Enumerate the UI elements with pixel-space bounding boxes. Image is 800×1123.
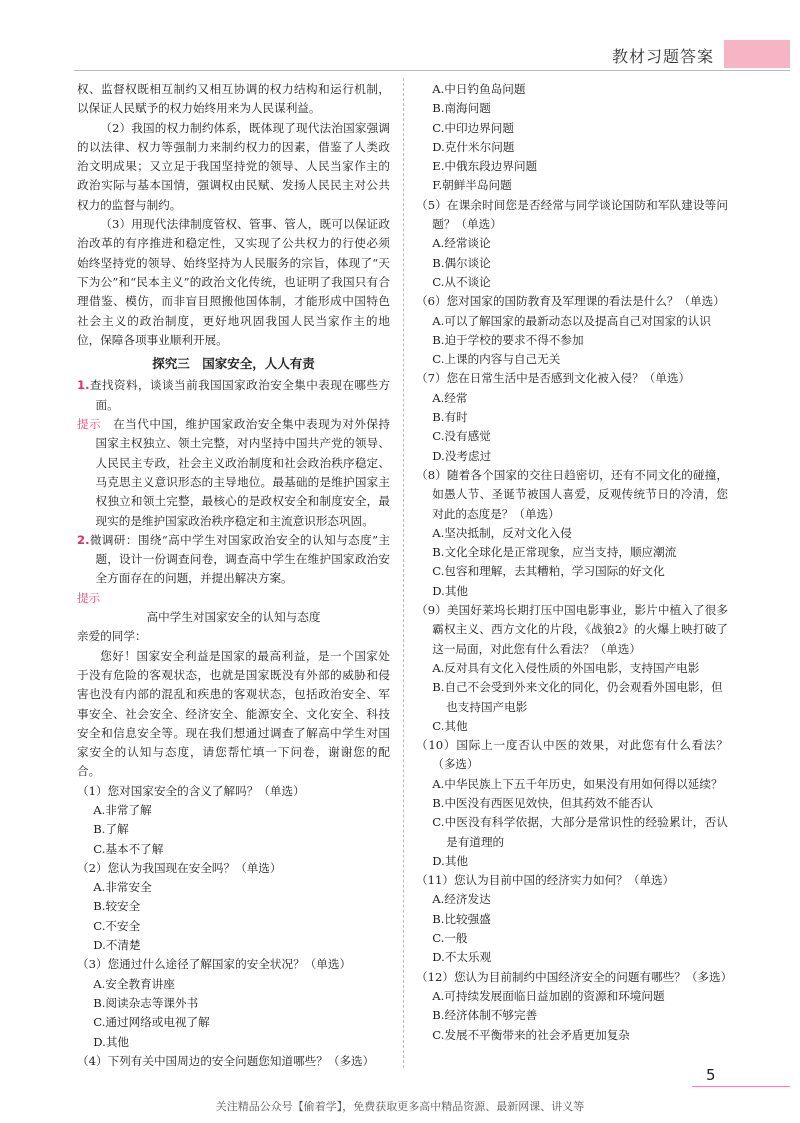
paragraph-text: D.其他 [93,1034,130,1049]
paragraph-text: B.自己不会受到外来文化的同化，仍会观看外国电影，但 [432,680,723,695]
paragraph-text: 您好！国家安全利益是国家的最高利益，是一个国家处于没有危险的客观状态，也就是国家既没有外部的威胁和侵害也没有内部的混乱和疾患的客观状态，包括政治安全、军事安全、社会安全、经济安全、能源安全、文化安全、科技安全和信息安全等。现在我们想通过调查了解高中学生对国家安全的认知与态度，请您帮忙填一下问卷，谢谢您的配合。 [77,648,390,779]
right-column-paragraph [416,427,728,446]
paragraph-text: B.偶尔谈论 [432,255,491,270]
right-column-paragraph [416,1026,728,1045]
right-column-paragraph [416,196,728,235]
paragraph-text: A.中日钓鱼岛问题 [432,82,526,96]
paragraph-text: B.文化全球化是正常现象，应当支持，顺应潮流 [432,545,677,560]
right-column-paragraph [416,890,728,909]
right-column-paragraph [416,408,728,427]
paragraph-text: B.迫于学校的要求不得不参加 [432,332,584,347]
footer-note: 关注精品公众号【偷着学】，免费获取更多高中精品资源、最新网课、讲义等 [215,1100,585,1113]
right-column-paragraph [416,852,728,871]
paragraph-text: A.中华民族上下五千年历史，如果没有用如何得以延续？ [432,776,723,791]
right-column-paragraph [416,813,728,852]
paragraph-text: 探究三 国家安全，人人有责 [152,356,315,372]
paragraph-text: （5）在课余时间您是否经常与同学谈论国防和军队建设等问题？（单选） [416,197,728,232]
right-column-paragraph [416,138,728,157]
paragraph-text: A.坚决抵制，反对文化入侵 [432,525,572,540]
left-column-paragraph [77,1052,390,1071]
left-column-paragraph [77,994,390,1013]
left-column-paragraph [77,627,390,646]
right-column-paragraph [416,910,728,929]
paragraph-text: 也支持国产电影 [446,699,528,714]
right-column-paragraph [416,312,728,331]
paragraph-text: D.其他 [432,853,469,868]
paragraph-text: 亲爱的同学： [77,629,147,644]
left-column-paragraph [77,1033,390,1052]
right-column-paragraph [416,987,728,1006]
right-column-paragraph [416,929,728,948]
paragraph-text: A.经常谈论 [432,236,491,251]
paragraph-text: C.其他 [432,718,468,733]
paragraph-text: C.不安全 [93,918,141,933]
paragraph-text: （1）您对国家安全的含义了解吗？（单选） [77,783,305,798]
right-column-paragraph [416,736,728,775]
paragraph-text: （12）您认为目前制约中国经济安全的问题有哪些？（多选） [416,969,733,984]
paragraph-text: F.朝鲜半岛问题 [432,178,512,193]
left-column-paragraph [77,955,390,974]
paragraph-text: A.经常 [432,390,468,405]
left-column-paragraph [77,647,390,782]
paragraph-text: B.比较强盛 [432,911,491,926]
paragraph-text: D.其他 [432,583,469,598]
right-column-paragraph [416,176,728,195]
paragraph-text: A.非常了解 [93,802,152,817]
right-column-paragraph [416,698,728,717]
right-column-paragraph [416,119,728,138]
hint-label: 提示 [77,417,102,432]
right-column-paragraph [416,369,728,388]
page-number-rule [692,1086,790,1087]
left-column-paragraph [77,608,390,627]
right-column-paragraph [416,948,728,967]
paragraph-text: （7）您在日常生活中是否感到文化被入侵？（单选） [416,371,691,386]
paragraph-text: C.发展不平衡带来的社会矛盾更加复杂 [432,1027,630,1042]
column-divider [403,78,404,1068]
left-column-paragraph [77,936,390,955]
paragraph-text: C.一般 [432,931,468,946]
right-column-paragraph [416,1006,728,1025]
hint-label: 提示 [77,590,101,605]
left-column-paragraph [77,975,390,994]
paragraph-text: C.中印边界问题 [432,120,514,135]
right-column-paragraph [416,466,728,524]
paragraph-text: B.较安全 [93,899,141,914]
paragraph-text: A.可以了解国家的最新动态以及提高自己对国家的认识 [432,313,711,328]
left-column-paragraph [77,376,390,415]
paragraph-text: C.没有感觉 [432,429,491,444]
right-column-paragraph [416,447,728,466]
right-column-paragraph [416,254,728,273]
paragraph-text: （3）您通过什么途径了解国家的安全状况？（单选） [77,957,352,972]
paragraph-text: C.上课的内容与自己无关 [432,352,561,367]
header-divider [74,70,790,71]
paragraph-text: 权、监督权既相互制约又相互协调的权力结构和运行机制，以保证人民赋予的权力始终用来为人民谋利益。 [77,82,390,116]
left-column-paragraph [77,589,390,608]
right-column-paragraph [416,659,728,678]
page-number: 5 [706,1066,716,1084]
paragraph-text: A.可持续发展面临日益加剧的资源和环境问题 [432,988,665,1003]
paragraph-text: （2）我国的权力制约体系，既体现了现代法治国家强调的以法律、权力等强制力来制约权力的因素，借鉴了人类政治文明成果；又立足于我国坚持党的领导、人民当家作主的政治实际与基本国情，强调权由民赋、发扬人民民主对公共权力的监督与制约。 [77,120,390,212]
paragraph-text: 高中学生对国家安全的认知与态度 [146,610,321,625]
left-column-paragraph [77,820,390,839]
right-column-paragraph [416,794,728,813]
paragraph-text: D.不清楚 [93,938,141,953]
paragraph-text: （4）下列有关中国周边的安全问题您知道哪些？（多选） [77,1053,375,1068]
paragraph-text: C.基本不了解 [93,841,164,856]
right-column-paragraph [416,99,728,118]
right-column-paragraph [416,678,728,697]
right-column-paragraph [416,717,728,736]
right-column-paragraph [416,775,728,794]
paragraph-text: D.没考虑过 [432,448,492,463]
paragraph-text: B.有时 [432,410,468,425]
paragraph-text: （8）随着各个国家的交往日趋密切，还有不同文化的碰撞，如愚人节、圣诞节被国人喜爱，反观传统节日的冷清，您对此的态度是？（单选） [416,467,728,521]
paragraph-text: A.非常安全 [93,880,152,895]
left-column-paragraph [77,897,390,916]
paragraph-text: C.通过网络或电视了解 [93,1015,210,1030]
right-column-paragraph [416,524,728,543]
left-column-paragraph [77,80,390,119]
paragraph-text: 查找资料，谈谈当前我国国家政治安全集中表现在哪些方面。 [89,378,390,412]
left-column-paragraph [77,1013,390,1032]
paragraph-text: B.经济体制不够完善 [432,1008,538,1023]
header-accent-bar [724,40,790,68]
right-column-paragraph [416,871,728,890]
left-column-paragraph [77,354,390,373]
left-column-paragraph [77,859,390,878]
paragraph-text: （3）用现代法律制度管权、管事、管人，既可以保证政治改革的有序推进和稳定性，又实现了公共权力的行使必须始终坚持党的领导、始终坚持为人民服务的宗旨，体现了“天下为公”和“民本主义”的政治文化传统，也证明了我国只有合理借鉴、模仿，而非盲目照搬他国体制，才能形成中国特色社会主义的政治制度，更好地巩固我国人民当家作主的地位，保障各项事业顺利开展。 [77,217,390,347]
left-column-paragraph [77,917,390,936]
right-column [416,80,733,1045]
left-column-paragraph [77,878,390,897]
paragraph-text: 微调研：围绕“高中学生对国家政治安全的认知与态度”主题，设计一份调查问卷，调查高中学生在维护国家政治安全方面存在的问题，并提出解决方案。 [89,532,390,586]
paragraph-text: A.经济发达 [432,892,491,907]
left-column-paragraph [77,415,390,531]
right-column-paragraph [416,601,728,659]
question-number: 1. [77,378,90,393]
right-column-paragraph [416,543,728,562]
paragraph-text: （10）国际上一度否认中医的效果，对此您有什么看法？（多选） [416,738,728,772]
left-column-paragraph [77,531,390,589]
paragraph-text: （6）您对国家的国防教育及军理课的看法是什么？（单选） [416,294,725,309]
right-column-paragraph [416,292,728,311]
right-column-paragraph [416,157,728,176]
right-column-paragraph [416,582,728,601]
right-column-paragraph [416,968,733,987]
paragraph-text: B.南海问题 [432,101,491,116]
right-column-paragraph [416,234,728,253]
paragraph-text: E.中俄东段边界问题 [432,159,538,174]
paragraph-text: B.了解 [93,822,129,837]
right-column-paragraph [416,389,728,408]
paragraph-text: B.中医没有西医见效快，但其药效不能否认 [432,795,654,810]
paragraph-text: （2）您认为我国现在安全吗？（单选） [77,860,282,875]
left-column-paragraph [77,840,390,859]
paragraph-text: 在当代中国，维护国家政治安全集中表现为对外保持国家主权独立、领土完整，对内坚持中国共产党的领导、人民民主专政，社会主义政治制度和社会政治秩序稳定、马克思主义意识形态的主导地位。最基础的是维护国家主权独立和领土完整，最核心的是政权安全和制度安全，最现实的是维护国家政治秩序稳定和主流意识形态巩固。 [95,417,390,528]
right-column-paragraph [416,350,728,369]
right-column-paragraph [416,562,728,581]
right-column-paragraph [416,331,728,350]
left-column-paragraph [77,215,390,350]
left-column-paragraph [77,119,390,215]
right-column-paragraph [416,80,728,99]
paragraph-text: （11）您认为目前中国的经济实力如何？（单选） [416,873,675,888]
paragraph-text: A.安全教育讲座 [93,976,175,991]
left-column [77,80,390,1071]
paragraph-text: D.不太乐观 [432,950,492,965]
header-title: 教材习题答案 [611,47,714,66]
left-column-paragraph [77,801,390,820]
question-number: 2. [77,532,90,547]
paragraph-text: C.中医没有科学依据，大部分是常识性的经验累计，否认是有道理的 [432,815,728,849]
paragraph-text: C.从不谈论 [432,274,491,289]
paragraph-text: A.反对具有文化入侵性质的外国电影，支持国产电影 [432,660,700,675]
paragraph-text: B.阅读杂志等课外书 [93,995,199,1010]
left-column-paragraph [77,782,390,801]
right-column-paragraph [416,273,728,292]
paragraph-text: （9）美国好莱坞长期打压中国电影事业，影片中植入了很多霸权主义、西方文化的片段，《战狼2》的火爆上映打破了这一局面，对此您有什么看法？（单选） [416,603,728,656]
paragraph-text: D.克什米尔问题 [432,139,515,154]
paragraph-text: C.包容和理解，去其糟粕，学习国际的好文化 [432,564,665,579]
